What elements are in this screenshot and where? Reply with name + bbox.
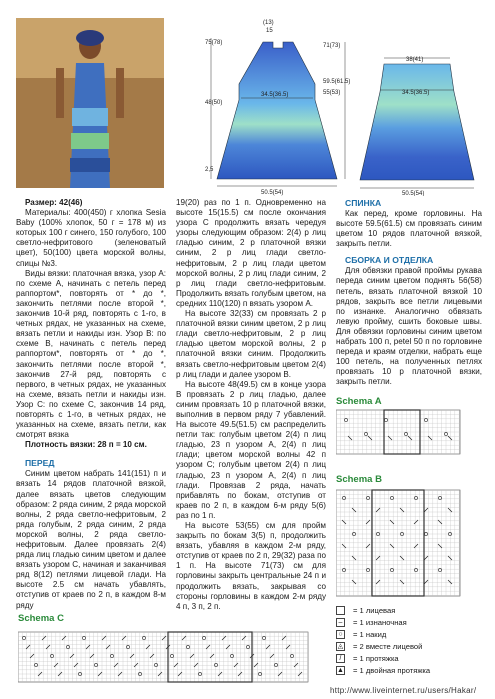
legend-label: = 1 двойная протяжка <box>353 665 431 675</box>
chart-symbol <box>242 636 246 640</box>
back-middle-width: 34.5(36.5) <box>402 90 430 96</box>
chart-symbol <box>102 636 106 640</box>
chart-symbol <box>424 556 428 560</box>
chart-symbol <box>438 544 442 548</box>
chart-symbol <box>448 580 452 584</box>
legend-symbol <box>336 606 345 615</box>
back-bottom-width: 50.5(54) <box>402 191 425 196</box>
middle-text-2: На высоте 32(33) см провязать 2 р платочной вязки синим цветом, 2 р лиц глади светло-нефритовым, 2 р лиц гладью цветом морской волны, 2 р платочной вязки синим. Продолжить вязать светло-нефритовым цветом 2(4) р лиц глади и далее узором В. <box>176 309 326 379</box>
chart-symbol <box>54 663 58 667</box>
chart-symbol <box>42 636 46 640</box>
front-text: Синим цветом набрать 141(151) п и вязать 14 рядов платочной вязкой, далее вязать цветов следующим образом: 2 ряда синим, 2 ряда морской волны, 2 ряда светло-нефритовым, 2 ряда голубым, 2 ряда синим, 2 ряда морской волны, 2 ряда светло-нефритовым. Далее провязать 2(4) ряда лиц гладью синим цветом и далее вязать узором С, начиная и заканчивая ряд 8(12) петлями лицевой глади. На высоте 2.5 см начать убавлять, отступив от краев по 2 п, в каждом 8-м ряду <box>16 469 166 610</box>
middle-text-1: 19(20) раз по 1 п. Одновременно на высоте 15(15.5) см после окончания узора С продолжить вязать чередуя узоры следующим образом: 2(4) р лиц гладью синим, 2 р платочной вязки синим, 2 р лиц глади светло-нефритовым, 2 р лиц глади цветом морской волны, 2 р лиц глади синим, 2 р лиц глади светло-нефритовым. Продолжить вязать голубым цветом, на средних 110(120) п вязать узором А. <box>176 198 326 308</box>
chart-symbol <box>348 436 352 440</box>
legend-item <box>336 664 486 676</box>
assembly-heading: СБОРКА И ОТДЕЛКА <box>345 255 434 266</box>
legend-symbol: ○ <box>336 630 345 639</box>
legend-symbol: ▲ <box>337 666 344 674</box>
chart-symbol <box>130 654 134 658</box>
chart-symbol <box>448 436 452 440</box>
chart-symbol <box>424 508 428 512</box>
chart-symbol <box>390 544 394 548</box>
middle-text-3: На высоте 48(49.5) см в конце узора В провязать 2 р лиц гладью, далее синим провязать 10 р платочной вязки, выполнив в первом ряду 7 убавлений. На высоте 49.5(51.5) см распределить петли так: голубым цветом 2(4) п лиц гладью, 23 п узором А, 2(4) п лиц глади; цветом морской волны 42 п узором С; голубым цветом 2(4) п лиц гладью, 23 п узором А, 2(4) п лиц глади. Провязав 2 ряда, начать прибавлять по бокам, отступив от краев по 2 п, в каждом 6-м ряду 5(6) раз по 1 п. <box>176 379 326 520</box>
front-middle-width: 34.5(36.5) <box>261 92 289 98</box>
chart-symbol <box>174 663 178 667</box>
legend-item <box>336 652 486 664</box>
chart-symbol <box>234 663 238 667</box>
footer-url[interactable]: http://www.liveinternet.ru/users/Hakar/ <box>330 686 477 695</box>
left-column <box>16 198 166 611</box>
front-top-width-alt: (13) <box>263 20 274 26</box>
materials-text: Материалы: 400(450) г хлопка Sesia Baby (100% хлопок, 50 г = 178 м) из которых 100 г синего, 150 голубого, 100 светло-нефритового (зеленоватый цвет), 50(100) цвета морской волны, спицы №3. <box>16 208 166 268</box>
schema-c-title: Schema C <box>18 613 64 624</box>
stitches-text: Виды вязки: платочная вязка, узор А: по схеме А, начинать с петель перед раппортом*, повторять от * до *, закончить петлями после второй *, закончив 10-й ряд, повторять с 1-го, в четных рядах, не указанных на схеме, вязать петли и накиды изн. Узор В: по схеме В, начинать с петель перед раппортом*, повторять от * до *, закончить петлями после второй *, закончив 27-й ряд, повторять с первого, в четных рядах, не указанных на схеме, вязать петли и накиды изн. Узор С: по схеме С, закончив 14 ряд, повторять с 1-го, в четных рядах, не указанных на схеме, вязать петли, как смотрят вязка <box>16 268 166 440</box>
chart-symbol <box>352 508 356 512</box>
chart-symbol <box>448 508 452 512</box>
chart-symbol <box>414 520 418 524</box>
chart-symbol <box>438 568 441 571</box>
chart-symbol <box>286 645 290 649</box>
chart-symbol <box>46 645 50 649</box>
chart-symbol <box>368 436 372 440</box>
chart-symbol <box>66 645 69 648</box>
model-photo <box>16 18 164 188</box>
front-height-55: 55(53) <box>323 90 341 96</box>
chart-symbol <box>186 645 189 648</box>
legend-label: = 1 изнаночная <box>353 617 407 627</box>
legend-item <box>336 604 486 616</box>
legend-item <box>336 640 486 652</box>
chart-symbol <box>90 654 94 658</box>
right-column <box>336 198 482 388</box>
assembly-text: Для обвязки правой проймы рукава переда синим цветом поднять 56(58) петель, вязать платочной вязкой 10 рядов, закрыть все петли лицевыми по изнанке. Аналогично обвязать левую пройму, сшить боковые швы. Для обвязки горловины синим цветом набрать 100 п, petel 50 п по горловине переда и краям отделки, набрать еще 100 петель, на полученных петлях провязать 10 р платочной вязки, закрыть петли. <box>336 266 482 387</box>
legend-symbol: / <box>336 654 345 663</box>
chart-symbol <box>70 654 74 658</box>
chart-symbol <box>134 663 138 667</box>
legend-item <box>336 628 486 640</box>
front-height-48: 48(50) <box>205 100 223 106</box>
chart-symbol <box>262 636 265 639</box>
chart-symbol <box>266 645 270 649</box>
legend-label: = 1 лицевая <box>353 605 396 615</box>
chart-symbol <box>126 645 129 648</box>
chart-symbol <box>194 663 198 667</box>
chart-symbol <box>388 436 392 440</box>
chart-symbol <box>146 645 150 649</box>
chart-symbol <box>376 580 380 584</box>
front-heading: ПЕРЕД <box>25 458 55 469</box>
chart-symbol <box>404 432 407 435</box>
legend-label: = 1 протяжка <box>353 653 399 663</box>
legend-label: = 1 накид <box>353 629 387 639</box>
chart-symbol <box>352 556 356 560</box>
chart-symbol <box>414 544 418 548</box>
chart-symbol <box>342 520 346 524</box>
back-text: Как перед, кроме горловины. На высоте 59.5(61.5) см провязать синим цветом 10 рядов платочной вязкой, закрыть петли. <box>336 209 482 249</box>
size-line: Размер: 42(46) <box>25 198 83 207</box>
front-height-59: 59.5(61.5) <box>323 79 351 85</box>
legend-label: = 2 вместе лицевой <box>353 641 423 651</box>
front-bottom-width: 50.5(54) <box>261 190 284 196</box>
chart-symbol <box>390 520 394 524</box>
chart-symbol <box>414 568 417 571</box>
legend <box>336 604 486 676</box>
chart-symbol <box>342 496 345 499</box>
schema-a-title: Schema A <box>336 396 382 407</box>
chart-symbol <box>150 654 154 658</box>
front-schematic <box>205 14 355 196</box>
front-bottom-height: 2,5 <box>205 167 214 173</box>
chart-symbol <box>190 654 194 658</box>
chart-symbol <box>270 654 274 658</box>
schema-b-chart <box>336 488 486 600</box>
chart-symbol <box>214 663 217 666</box>
chart-symbol <box>182 636 186 640</box>
chart-symbol <box>62 636 66 640</box>
schema-b-title: Schema B <box>336 474 382 485</box>
chart-symbol <box>376 556 380 560</box>
model-illustration <box>16 18 164 188</box>
chart-symbol <box>342 544 346 548</box>
chart-symbol <box>424 580 428 584</box>
chart-symbol <box>106 645 110 649</box>
chart-symbol <box>122 636 126 640</box>
chart-symbol <box>94 663 97 666</box>
chart-symbol <box>366 520 370 524</box>
chart-symbol <box>414 496 417 499</box>
chart-symbol <box>342 568 345 571</box>
chart-symbol <box>364 432 367 435</box>
back-top-width: 38(41) <box>406 57 424 63</box>
chart-symbol <box>210 654 214 658</box>
front-top-width: 15 <box>266 28 273 34</box>
chart-symbol <box>294 663 298 667</box>
chart-symbol <box>26 645 30 649</box>
chart-symbol <box>438 496 441 499</box>
chart-symbol <box>206 645 210 649</box>
chart-symbol <box>162 636 166 640</box>
chart-symbol <box>438 520 442 524</box>
legend-item <box>336 616 486 628</box>
chart-symbol <box>222 636 226 640</box>
legend-symbol: ◬ <box>337 642 344 650</box>
chart-symbol <box>376 508 380 512</box>
chart-symbol <box>22 636 25 639</box>
chart-symbol <box>154 663 157 666</box>
front-armhole-height: 71(73) <box>323 43 341 49</box>
chart-symbol <box>74 663 78 667</box>
schema-c-chart <box>18 630 323 686</box>
back-heading: СПИНКА <box>345 198 382 208</box>
middle-column <box>176 198 326 612</box>
back-schematic <box>350 52 490 196</box>
chart-symbol <box>408 436 412 440</box>
chart-symbol <box>428 436 432 440</box>
density-text: Плотность вязки: 28 п = 10 см. <box>25 440 147 450</box>
legend-symbol: – <box>336 618 345 627</box>
chart-symbol <box>366 544 370 548</box>
middle-text-4: На высоте 53(55) см для пройм закрыть по бокам 3(5) п, продолжить вязать, убавляя в каждом 2-м ряду, отступив от краев по 2 п, 29(32) раза по 1 п. На высоте 71(73) см для горловины закрыть центральные 24 п и продолжить вязать, закрывая со стороны горловины в каждом 2-м ряду 4 п, 3 п, 2 п. <box>176 521 326 611</box>
front-total-height: 75(78) <box>205 40 223 46</box>
chart-symbol <box>448 556 452 560</box>
chart-symbol <box>352 580 356 584</box>
schema-a-chart <box>336 408 486 460</box>
chart-symbol <box>274 663 277 666</box>
